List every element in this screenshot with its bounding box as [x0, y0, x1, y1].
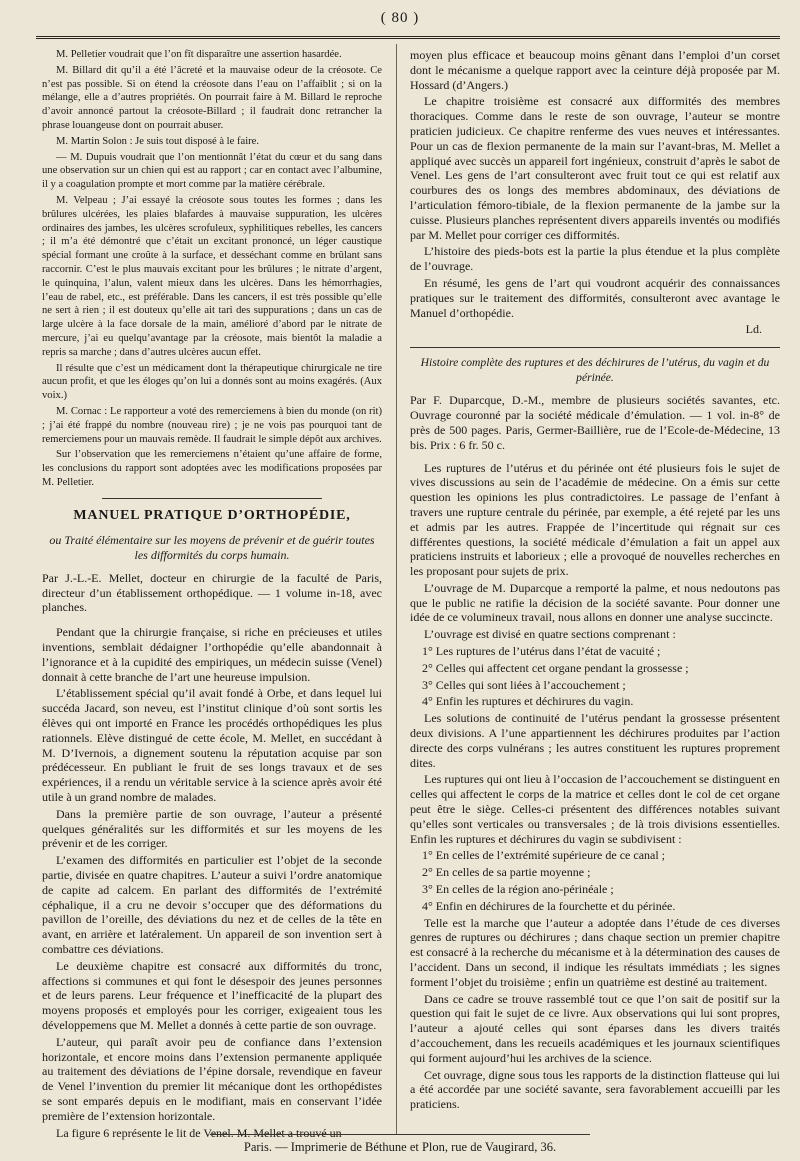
discussion-paragraph: — M. Dupuis voudrait que l’on mentionnât l’état du cœur et du sang dans une observation sur un chien qui est au rapport ; car en contact avec l’albumine, il y a coagulation prompte et mort comme par la matière cérébrale. — [42, 151, 382, 191]
printer-imprint: Paris. — Imprimerie de Béthune et Plon, rue de Vaugirard, 36. — [243, 1140, 557, 1154]
review-paragraph: La figure 6 représente le lit de Venel. M. Mellet a trouvé un — [56, 1125, 342, 1140]
list-item: 1° Les ruptures de l’utérus dans l’état de vacuité ; — [422, 644, 661, 659]
review-paragraph: L’ouvrage est divisé en quatre sections comprenant : — [424, 627, 676, 642]
section-separator — [102, 498, 322, 499]
column-divider — [396, 44, 397, 1134]
review-paragraph: Dans ce cadre se trouve rassemblé tout ce que l’on sait de positif sur la question qui fait le sujet de ce livre. Aux observations qui lui sont propres, l’auteur a ajouté celles qui sont éparses dans les divers traités d’accouchement, dans les recueils académiques et les journaux scientifiques qui forment aujourd’hui les archives de la science. — [410, 991, 780, 1065]
left-column — [42, 48, 382, 1142]
sections-list — [410, 644, 780, 709]
list-item: 3° Celles qui sont liées à l’accouchement ; — [422, 677, 626, 692]
review-paragraph: L’établissement spécial qu’il avait fondé à Orbe, et dans lequel lui succéda Jacard, son neveu, est l’institut clinique d’où sont sortis les élèves qui ont importé en France les procédés orthopédiques les plus rationnels. Elève distingué de cette école, M. Mellet, en succédant à M. D’Ivernois, a dignement soutenu la réputation acquise par son prédécesseur. En publiant le fruit de ses longs travaux et de ses expériences, il a rendu un véritable service à la science après avoir été utile à un grand nombre de malades. — [42, 686, 382, 805]
discussion-paragraph: M. Martin Solon : Je suis tout disposé à le faire. — [56, 135, 260, 147]
review-continued-block — [410, 48, 780, 337]
discussion-paragraph: M. Pelletier voudrait que l’on fît disparaître une assertion hasardée. — [56, 49, 342, 60]
review-paragraph: Le deuxième chapitre est consacré aux difformités du tronc, affections si communes et qui font le désespoir des jeunes personnes et de leurs parens. Leur fréquence et l’inefficacité de la plupart des moyens proposés et employés pour les corriger, exigeaient tous les développemens que M. Mellet a donnés à cette partie de son ouvrage. — [42, 958, 382, 1032]
review-paragraph: Cet ouvrage, digne sous tous les rapports de la distinction flatteuse qui lui a été accordée par une société savante, sera favorablement accueilli par les praticiens. — [410, 1067, 780, 1112]
section-title: MANUEL PRATIQUE D’ORTHOPÉDIE, — [73, 507, 351, 523]
review-block — [410, 461, 780, 1112]
review-paragraph: Les ruptures de l’utérus et du périnée ont été plusieurs fois le sujet de vives discussions au sein de l’académie de médecine. On a émis sur cette question les opinions les plus contradictoires. Le passage de l’enfant à travers une rupture centrale du périnée, par exemple, a été rejeté par les uns et admis par les autres. Frappée de l’incertitude qui régnait sur ces différentes questions, la société médicale d’émulation a fait un appel aux praticiens instruits et laborieux ; elle a provoqué de nouvelles recherches en les proposant pour sujets de prix. — [410, 460, 780, 579]
section-separator — [410, 347, 780, 348]
review-signature: Ld. — [745, 322, 762, 337]
review-paragraph: Telle est la marche que l’auteur a adoptée dans l’étude de ces diverses genres de ruptures ou déchirures ; dans chaque section un premier chapitre est consacré à la recherche du mécanisme et à la détermination des causes de l’accident. Dans un second, il indique les résultats immédiats ; les signes forment l’objet du troisième ; enfin un quatrième est destiné au traitement. — [410, 915, 780, 989]
page-number: ( 80 ) — [380, 10, 420, 26]
top-rule — [36, 36, 780, 39]
review-paragraph: L’examen des difformités en particulier est l’objet de la seconde partie, divisée en quatre chapitres. L’auteur a suivi l’ordre anatomique de capite ad calcem. En parlant des difformités de l’extrémité céphalique, il a cru ne devoir s’occuper que des déformations du pavillon de l’oreille, des déviations du nez et de celles de la tête en avant, en arrière et latéralement. Un appareil de son invention sert à combattre ces déviations. — [42, 853, 382, 957]
list-item: 2° En celles de sa partie moyenne ; — [422, 865, 591, 880]
review-paragraph: L’ouvrage de M. Duparcque a remporté la palme, et nous nedoutons pas que le public ne ratifie la décision de la société savante. Pour donner une idée de ce volumineux travail, nous allons en donner une analyse succincte. — [410, 580, 780, 625]
discussion-paragraph: Sur l’observation que les remerciemens n’étaient qu’une affaire de forme, les conclusions du rapport sont adoptées avec les modifications proposées par M. Pelletier. — [42, 449, 382, 488]
review-block — [42, 625, 382, 1140]
footer-rule — [210, 1134, 590, 1135]
subdivisions-list — [410, 848, 780, 913]
book-byline: Par J.-L.-E. Mellet, docteur en chirurgie de la faculté de Paris, directeur d’un établissement orthopédique. — 1 volume in-18, avec planches. — [42, 570, 382, 615]
list-item: 1° En celles de l’extrémité supérieure de ce canal ; — [422, 848, 666, 863]
discussion-block — [42, 48, 382, 490]
list-item: 4° Enfin les ruptures et déchirures du vagin. — [422, 694, 634, 709]
review-paragraph: En résumé, les gens de l’art qui voudront acquérir des connaissances pratiques sur le traitement des difformités, consulteront avec avantage le Manuel d’orthopédie. — [410, 275, 780, 320]
discussion-paragraph: M. Billard dit qu’il a été l’âcreté et la mauvaise odeur de la créosote. Ce n’est pas possible. Si on étend la créosote dans l’eau on l’affaiblit ; si on la mélange, elle a d’autres propriétés. On pourrait faire à M. Billard le reproche d’avoir annoncé partout la créosote-Billard ; il faudrait donc retrancher la phrase louangeuse dont on pourrait abuser. — [42, 64, 382, 131]
list-item: 4° Enfin en déchirures de la fourchette et du périnée. — [422, 898, 676, 913]
list-item: 2° Celles qui affectent cet organe pendant la grossesse ; — [422, 660, 689, 675]
review-paragraph: Dans la première partie de son ouvrage, l’auteur a présenté quelques généralités sur les difformités et sur les moyens de les prévenir et de les corriger. — [42, 806, 382, 851]
review-paragraph: Pendant que la chirurgie française, si riche en précieuses et utiles inventions, semblait dédaigner l’orthopédie qu’elle abandonnait à l’ignorance et à la cupidité des empiriques, un médecin suisse (Venel) donnait à cette branche de l’art une heureuse impulsion. — [42, 625, 382, 684]
review-paragraph: L’auteur, qui paraît avoir peu de confiance dans l’extension horizontale, et encore moins dans l’extension permanente appliquée au traitement des déviations de l’épine dorsale, revendique en faveur de Venel l’invention du premier lit mécanique dont les orthopédistes se sont emparés depuis en le modifiant, mais en conservant l’idée première de l’extension horizontale. — [42, 1034, 382, 1123]
discussion-paragraph: Il résulte que c’est un médicament dont la thérapeutique chirurgicale ne tire aucun profit, et que les éloges qu’on lui a donnés sont au moins exagérés. (Aux voix.) — [42, 362, 382, 402]
discussion-paragraph: M. Velpeau ; J’ai essayé la créosote sous toutes les formes ; dans les brûlures ulcérées, les plaies blafardes à mauvaise suppuration, les ulcères ordinaires des jambes, les ulcères scrofuleux, syphilitiques rebelles, les cancers ; il m’a été démontré que c’était un excitant prononcé, un léger caustique spécial formant une croûte à la surface, et desséchant comme en brûlant sans raccornir. C’est le plus mauvais excitant pour les brûlures ; le nitrate d’argent, le quinquina, l’alun, valent mieux dans les ulcères. Dans les hémorrhagies, l’eau de rabel, etc., est préférable. Dans les cancers, il est très possible qu’elle ne sert à rien ; il est douteux qu’elle ait tari des suppurations ; dans un cas de large ulcère à la face dorsale de la main, amélioré d’abord par le nitrate de mercure, j’ai eu quelqu’avantage par la créosote, mais bientôt la maladie a repris sa marche ; dans d’autres ulcères aucun effet. — [42, 194, 382, 358]
book-byline: Par F. Duparcque, D.-M., membre de plusieurs sociétés savantes, etc. Ouvrage couronné par la société médicale d’émulation. — 1 vol. in-8° de près de 500 pages. Paris, Germer-Baillière, rue de l’Ecole-de-Médecine, 13 bis. Prix : 6 fr. 50 c. — [410, 393, 780, 452]
review-paragraph: Les solutions de continuité de l’utérus pendant la grossesse présentent deux divisions. A l’une appartiennent les déchirures produites par l’action directe des corps vulnérans ; les autres constituent les ruptures proprement dites. — [410, 711, 780, 770]
section-title: Histoire complète des ruptures et des déchirures de l’utérus, du vagin et du périnée. — [420, 356, 770, 384]
review-paragraph: L’histoire des pieds-bots est la partie la plus étendue et la plus complète de l’ouvrage. — [410, 244, 780, 274]
section-subtitle: ou Traité élémentaire sur les moyens de prévenir et de guérir toutes les difformités du corps humain. — [49, 533, 375, 563]
review-paragraph: Le chapitre troisième est consacré aux difformités des membres thoraciques. Comme dans le reste de son ouvrage, l’auteur se montre praticien judicieux. Ce chapitre renferme des vues neuves et intéressantes. Pour un cas de flexion permanente de la main sur l’avant-bras, M. Mellet a appliqué avec succès un appareil fort ingénieux, construit d’après le sabot de Venel. Les gens de l’art consulteront avec fruit tout ce qui est relatif aux courbures des os longs des membres abdominaux, des déviations de l’articulation fémoro-tibiale, de la flexion permanente de la jambe sur la cuisse. Plusieurs planches représentent divers appareils inventés ou modifiés par M. Mellet pour corriger ces difformités. — [410, 94, 780, 242]
review-paragraph: moyen plus efficace et beaucoup moins gênant dans l’emploi d’un corset dont le mécanisme a quelque rapport avec la ceinture déjà proposée par M. Hossard (d’Angers.) — [410, 48, 780, 92]
list-item: 3° En celles de la région ano-périnéale ; — [422, 882, 614, 897]
right-column — [410, 48, 780, 1114]
review-paragraph: Les ruptures qui ont lieu à l’occasion de l’accouchement se distinguent en celles qui affectent le corps de la matrice et celles dont le col de cet organe peut être le siège. Celles-ci présentent des différences notables suivant qu’elles sont verticales ou transversales ; de là trois divisions essentielles. Enfin les ruptures et déchirures du vagin se subdivisent : — [410, 772, 780, 846]
discussion-paragraph: M. Cornac : Le rapporteur a voté des remerciemens à bien du monde (on rit) ; j’ai été frappé du nombre (nouveau rire) ; je ne vois pas pourquoi tant de remerciemens pour un mauvais remède. Il faudrait le simple dépôt aux archives. — [42, 405, 382, 445]
